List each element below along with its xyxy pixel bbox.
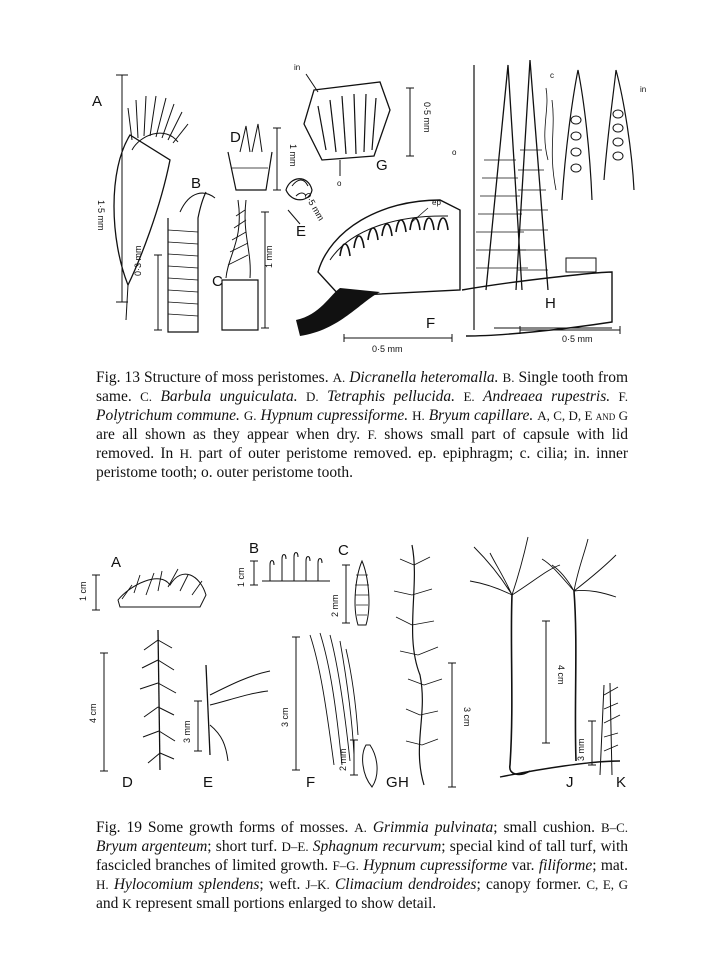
fig13-part-a-label: A. bbox=[332, 370, 346, 385]
panel-h-bryum bbox=[452, 60, 646, 344]
fig13-tail-f: F. bbox=[367, 427, 377, 442]
figure-13-svg bbox=[0, 40, 720, 354]
panel-g-hypnum bbox=[294, 63, 432, 188]
panel-j-canopy bbox=[470, 537, 620, 791]
label-d19: D bbox=[122, 774, 133, 791]
fig19-fg-var: var. bbox=[511, 857, 535, 874]
fig13-part-h-label: H. bbox=[412, 408, 425, 423]
panel-g-detail bbox=[338, 740, 398, 791]
panel-d-tetraphis bbox=[228, 124, 298, 190]
fig13-part-b-text: Single tooth from same. bbox=[96, 369, 629, 405]
fig13-part-c-label: C. bbox=[140, 389, 153, 404]
annot-ep: ep bbox=[432, 198, 441, 207]
fig13-tail-labels: A, C, D, E and G bbox=[537, 408, 629, 423]
fig13-part-a-text: Dicranella heteromalla. bbox=[349, 369, 499, 386]
scale-c19: 2 mm bbox=[330, 594, 340, 617]
annot-in-h: in bbox=[640, 85, 647, 94]
fig19-bc-desc: ; short turf. bbox=[207, 838, 278, 855]
label-g: G bbox=[376, 157, 388, 174]
fig19-jk-label: J–K. bbox=[305, 877, 330, 892]
fig19-end-desc: represent small portions enlarged to show detail. bbox=[135, 895, 437, 912]
label-c19: C bbox=[338, 542, 349, 559]
fig13-tail-h: H. bbox=[179, 446, 193, 461]
label-h: H bbox=[545, 295, 556, 312]
fig19-de-desc: ; special kind of tall turf, with fascicled branches of limited growth. bbox=[96, 838, 629, 874]
figure-13-drawings bbox=[0, 40, 720, 354]
annot-o-h: o bbox=[452, 148, 457, 157]
fig19-h-label: H. bbox=[96, 877, 109, 892]
figure-19-drawings bbox=[0, 525, 720, 815]
fig19-end-labels: C, E, G bbox=[586, 877, 628, 892]
fig19-end-and: and bbox=[96, 895, 119, 912]
label-h19: H bbox=[398, 774, 409, 791]
panel-k-detail bbox=[576, 683, 626, 791]
fig13-tail-text-3: part of outer peristome removed. ep. epiphragm; c. cilia; in. inner peristome tooth; o. outer peristome tooth. bbox=[96, 445, 628, 481]
panel-d-sphagnum bbox=[88, 630, 176, 791]
label-k19: K bbox=[616, 774, 627, 791]
scale-d: 1 mm bbox=[288, 144, 298, 167]
fig19-jk-desc: ; canopy former. bbox=[476, 876, 582, 893]
label-f19: F bbox=[306, 774, 316, 791]
fig19-a-label: A. bbox=[354, 820, 367, 835]
scale-h: 0·5 mm bbox=[562, 334, 593, 344]
scale-a19: 1 cm bbox=[78, 581, 88, 601]
fig19-a-name: Grimmia pulvinata bbox=[372, 819, 494, 836]
fig19-fg-label: F–G. bbox=[332, 858, 359, 873]
fig13-part-g-text: Hypnum cupressiforme. bbox=[260, 407, 409, 424]
fig13-tail-text-1: are all shown as they appear when dry. bbox=[96, 426, 361, 443]
annot-c-h: c bbox=[550, 71, 554, 80]
fig13-part-f-text: Polytrichum commune. bbox=[96, 407, 240, 424]
scale-e: 0·5 mm bbox=[302, 191, 327, 223]
fig19-caption-lead: Fig. 19 Some growth forms of mosses. bbox=[96, 819, 349, 836]
panel-f-polytrichum bbox=[296, 198, 460, 354]
fig19-bc-label: B–C. bbox=[600, 820, 629, 835]
scale-e19: 3 mm bbox=[182, 720, 192, 743]
fig19-h-desc: ; weft. bbox=[259, 876, 301, 893]
fig19-fg-name2: filiforme bbox=[538, 857, 593, 874]
fig19-h-name: Hylocomium splendens bbox=[113, 876, 260, 893]
scale-d19: 4 cm bbox=[88, 703, 98, 723]
scale-f: 0·5 mm bbox=[372, 344, 403, 354]
panel-c-detail bbox=[330, 542, 369, 625]
panel-a-cushion bbox=[78, 554, 206, 610]
figure-19-caption bbox=[96, 818, 628, 913]
fig19-end-k: K bbox=[122, 896, 132, 911]
scale-a: 1·5 mm bbox=[96, 200, 106, 231]
fig19-bc-name: Bryum argenteum bbox=[96, 838, 208, 855]
figure-19-svg bbox=[0, 525, 720, 815]
panel-h-weft bbox=[394, 545, 472, 791]
scale-g19: 2 mm bbox=[338, 748, 348, 771]
label-g19: G bbox=[386, 774, 398, 791]
fig19-fg-name: Hypnum cupressiforme bbox=[363, 857, 508, 874]
fig13-tail-text-2: shows small part of capsule with lid removed. In bbox=[96, 426, 629, 462]
fig13-part-d-label: D. bbox=[306, 389, 319, 404]
panel-c-twisted bbox=[212, 200, 274, 330]
label-b19: B bbox=[249, 540, 260, 557]
label-e: E bbox=[296, 223, 307, 240]
scale-f19: 3 cm bbox=[280, 707, 290, 727]
scale-b: 0·3 mm bbox=[133, 245, 143, 276]
fig19-a-desc: ; small cushion. bbox=[493, 819, 596, 836]
fig13-part-h-text: Bryum capillare. bbox=[428, 407, 534, 424]
label-c: C bbox=[212, 273, 223, 290]
label-j19: J bbox=[566, 774, 574, 791]
label-d: D bbox=[230, 129, 241, 146]
label-b: B bbox=[191, 175, 202, 192]
panel-b-tooth bbox=[133, 175, 215, 332]
figure-13-caption bbox=[96, 368, 628, 482]
scale-h19: 3 cm bbox=[462, 707, 472, 727]
label-a19: A bbox=[111, 554, 122, 571]
fig19-de-label: D–E. bbox=[281, 839, 309, 854]
scale-k19: 3 mm bbox=[576, 738, 586, 761]
scale-g: 0·5 mm bbox=[422, 102, 432, 133]
fig13-part-c-text: Barbula unguiculata. bbox=[160, 388, 298, 405]
fig13-part-g-label: G. bbox=[243, 408, 257, 423]
fig19-jk-name: Climacium dendroides bbox=[334, 876, 477, 893]
fig13-part-e-text: Andreaea rupestris. bbox=[483, 388, 611, 405]
fig19-de-name: Sphagnum recurvum bbox=[312, 838, 442, 855]
annot-in-g: in bbox=[294, 63, 301, 72]
fig13-part-f-label: F. bbox=[618, 389, 628, 404]
panel-a-capsule bbox=[92, 75, 188, 320]
fig13-caption-lead: Fig. 13 Structure of moss peristomes. bbox=[96, 369, 329, 386]
panel-e-andreaea bbox=[286, 179, 326, 240]
scale-c: 1 mm bbox=[264, 245, 274, 268]
scale-j19: 4 cm bbox=[556, 665, 566, 685]
label-a: A bbox=[92, 93, 103, 110]
fig19-fg-desc: ; mat. bbox=[592, 857, 628, 874]
fig13-part-b-label: B. bbox=[502, 370, 515, 385]
label-e19: E bbox=[203, 774, 214, 791]
fig13-part-e-label: E. bbox=[463, 389, 475, 404]
label-f: F bbox=[426, 315, 436, 332]
annot-o-g: o bbox=[337, 179, 342, 188]
scale-b19: 1 cm bbox=[236, 567, 246, 587]
panel-e-branch bbox=[182, 665, 270, 791]
fig13-part-d-text: Tetraphis pellucida. bbox=[327, 388, 456, 405]
panel-b-turf bbox=[236, 540, 330, 587]
